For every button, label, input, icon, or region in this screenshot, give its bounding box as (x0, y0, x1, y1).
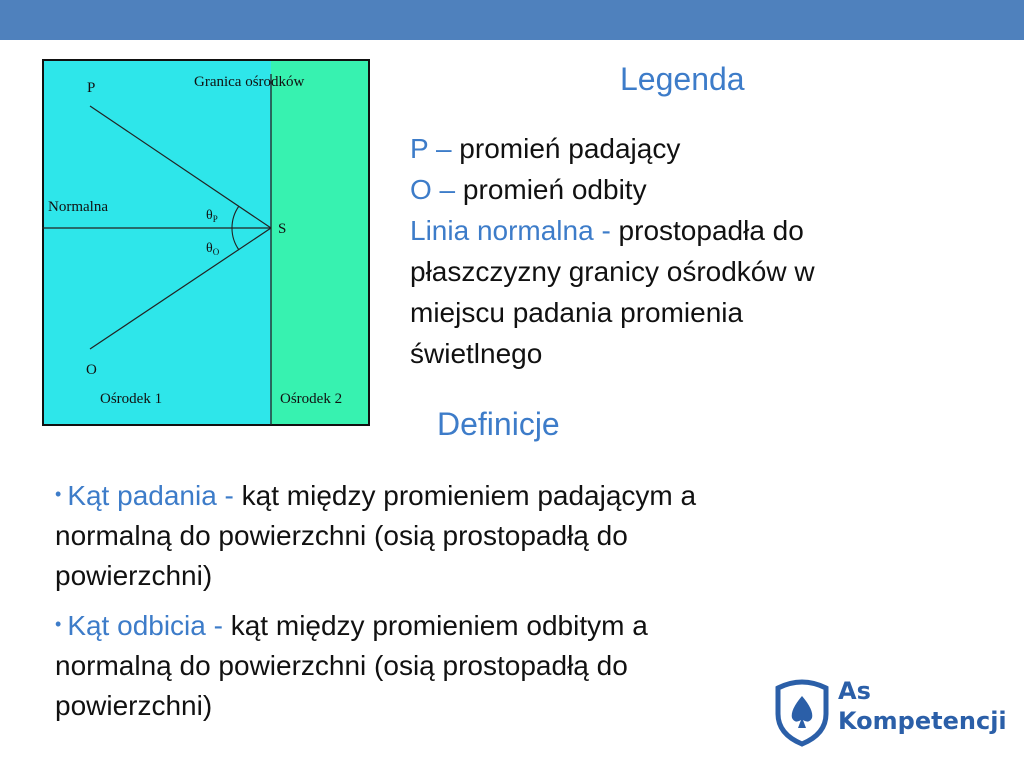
logo-line-2: Kompetencji (838, 707, 1007, 735)
spade-shield-icon (770, 674, 834, 748)
theta-o-label: $\theta_O$ (206, 241, 220, 257)
legend-text-p: promień padający (451, 133, 681, 164)
legend-heading: Legenda (620, 61, 745, 97)
bullet-icon: • (55, 614, 62, 634)
definition-text: normalną do powierzchni (osią prostopadłą do (55, 520, 628, 551)
definition-text: kąt między promieniem odbitym a (222, 610, 648, 641)
medium-2-area (271, 60, 369, 425)
legend-item-normal (410, 210, 970, 251)
legend-item-p (410, 128, 970, 169)
bullet-icon: • (55, 484, 62, 504)
definition-item (55, 474, 925, 596)
medium-1-area (43, 60, 271, 425)
legend-text-o: promień odbity (455, 174, 647, 205)
top-bar (0, 0, 1024, 40)
point-s-label: S (278, 221, 287, 237)
as-kompetencji-logo (770, 672, 1007, 752)
theta-p-label: $\theta_P$ (206, 208, 218, 224)
definition-text: powierzchni) (55, 560, 213, 591)
boundary-label: Granica ośrodków (194, 74, 305, 90)
legend-key-o: O – (410, 174, 456, 205)
ray-p-label: P (87, 80, 96, 96)
legend-key-p: P – (410, 133, 452, 164)
legend-text-normal-3: miejscu padania promienia (410, 297, 744, 328)
legend-key-normal: Linia normalna - (410, 215, 611, 246)
legend-text-normal-4: świetlnego (410, 338, 543, 369)
logo-line-1: As (838, 677, 871, 705)
medium-1-label: Ośrodek 1 (100, 391, 163, 407)
definition-text: normalną do powierzchni (osią prostopadłą do (55, 650, 628, 681)
ray-o-label: O (86, 362, 97, 378)
normal-label: Normalna (48, 199, 108, 215)
definition-text: kąt między promieniem padającym a (233, 480, 697, 511)
legend-item-o (410, 169, 970, 210)
legend-text-normal-2: płaszczyzny granicy ośrodków w (410, 256, 815, 287)
legend-list (410, 128, 970, 374)
medium-2-label: Ośrodek 2 (280, 391, 343, 407)
definitions-heading: Definicje (437, 406, 560, 442)
definition-text: powierzchni) (55, 690, 213, 721)
legend-text-normal-1: prostopadła do (610, 215, 804, 246)
definition-term: Kąt odbicia - (67, 610, 223, 641)
reflection-diagram (42, 59, 370, 426)
definition-term: Kąt padania - (67, 480, 234, 511)
